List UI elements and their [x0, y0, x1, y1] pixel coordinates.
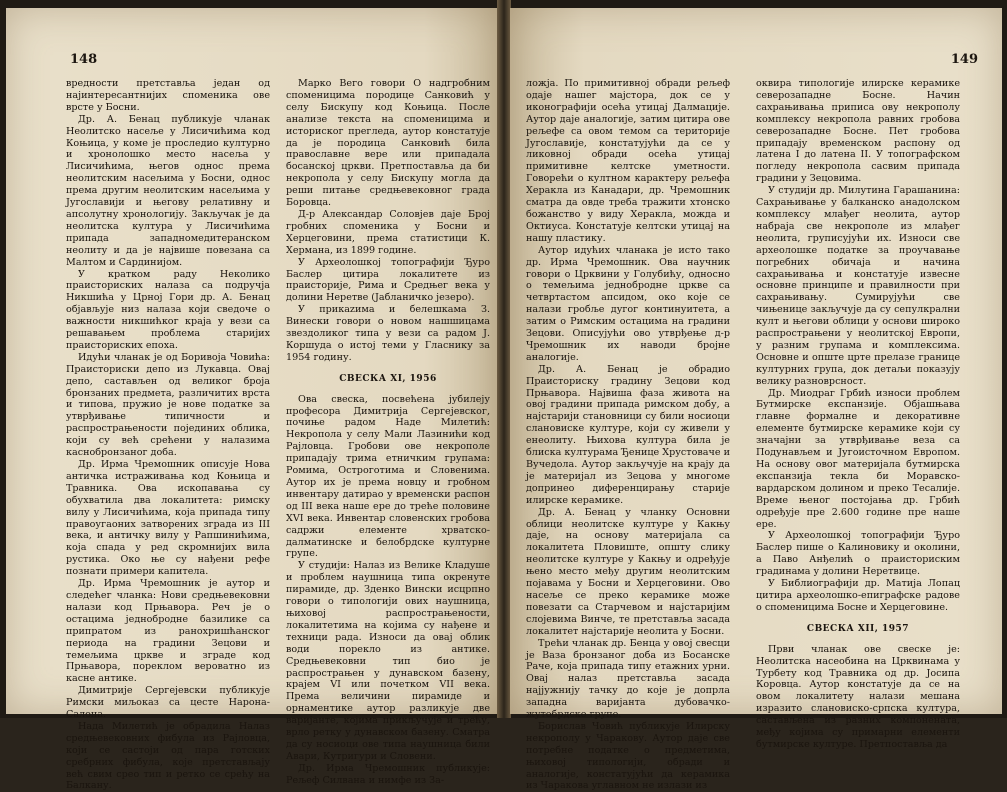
paragraph: У Археолошкој топографији Ђуро Баслер пише о Калиновику и околини, а Паво Анђелић о праисториским градинама у долини Неретвице. [756, 530, 960, 578]
paragraph: Борислав Човић публикује Илирску некрополу у Чаракову. Аутор даје све потребне податке о предметима, њиховој типологији, обради и аналогије, констатујући да керамика из Чаракова углавном не излази из [526, 720, 730, 792]
right-column-2 [756, 78, 960, 751]
paragraph: Др. Ирма Чремошник публикује: Рељеф Силвана и нимфе из За- [286, 762, 490, 786]
paragraph: Први чланак ове свеске је: Неолитска насеобина на Црквинама у Турбету код Травника од др. Јосипа Коровца. Аутор констатује да се на овом локалитету налази мешана изразито слановиско-српска култура, састављена из разних компонената, међу којима су примарни елементи бутмирске културе. Претпоставља да [756, 643, 960, 750]
paragraph: У прикazима и белешкама З. Винески говори о новом нашшицама звездоликог типа у вези са радом Ј. Коршуда о истој теми у Гласнику за 1954 годину. [286, 304, 490, 363]
paragraph: У студији: Налаз из Велике Кладуше и проблем наушница типа окренуте пирамиде, др. Зденко Вински исцрпно говори о типологији ових наушница, њиховој распрострањености, локалитетима на којима су нађене и техници рада. Износи да овај облик води порекло из антике. Средњевековни тип био је распрострањен у дунавском базену, крајем VI или почетком VII века. Према величини пирамиде и орнаментике аутор разликује две варијанте, којима прикључује и трећу, врло ретку у дунавском базену. Сматра да су носиоци ове типа наушница били Авари, Кутригури и Словени. [286, 560, 490, 762]
paragraph: Др. Ирма Чремошник је аутор и следећег чланка: Нови средњевековни налази код Прњавора. Реч је о остацима једнобродне базилике са припратом из ранохришћанског периода на градини Зецови и темељима цркве и зграде код Прњавора, пореклом вероватно из касне антике. [66, 578, 270, 685]
paragraph: Димитрије Сергејевски публикује Римски миљоказ са цесте Нарона-Салона. [66, 685, 270, 721]
paragraph: У студији др. Милутина Гарашанина: Сахрањивање у балканско анадолском комплексу млађег неолита, аутор набраја све некрополе из млађег неолита, груписујући их. Износи све археолошке податке за проучавање погребних обичаја и начина сахрањивања и констатује извесне основне принципе и правилности при сахрањивању. Сумирујући све чињенице закључује да су сепулкрални култ и његови облици у основи широко распрострањени у неолитској Европи, у разним групама и комплексима. Основне и опште црте прелазе границе културних група, док детаљи показују велику разноврсност. [756, 185, 960, 387]
paragraph: Трећи чланак др. Бенца у овој свесци је Ваза бронзаног доба из Босанске Раче, која припада типу етажних урни. Овај налаз претставља засада најјужнију тачку до које је допрла западна варијанта дубовачко-жутобрдске групе. [526, 637, 730, 721]
right-page [510, 8, 1002, 792]
left-column-1 [66, 78, 270, 792]
paragraph: У кратком раду Неколико праисториских налаза са подручја Никшића у Црној Гори др. А. Бенац објављује низ налаза који сведоче о важности никшићког краја у вези са решавањем проблема старијих праисториских епоха. [66, 268, 270, 351]
issue-heading: СВЕСКА XII, 1957 [806, 623, 910, 634]
paragraph: оквира типологије илирске керамике северозападне Босне. Начин сахрањивања приписа ову некрополу комплексу некропола равних гробова северозападне Босне. Пет гробова припадају временском распону од латена I до латена II. У топографском погледу некропола сасвим припада градини у Зецовима. [756, 78, 960, 185]
book-gutter [497, 0, 511, 718]
paragraph: У Археолошкој топографији Ђуро Баслер цитира локалитете из праисторије, Рима и Средњег века у долини Неретве (Јабланичко језеро). [286, 256, 490, 304]
paragraph: Аутор идућих чланака је исто тако др. Ирма Чремошник. Ова научник говори о Црквини у Голубићу, односно о темељима једнобродне цркве са четвртастом апсидом, око које се налази гробље дугог континуитета, а затим о Римским остацима на градини Зецови. Описујући ово утврђење д-р Чремошник их наводи бројне аналогије. [526, 244, 730, 363]
issue-heading: СВЕСКА XI, 1956 [339, 373, 437, 384]
paragraph: Др. Миодраг Грбић износи проблем Бутмирске експанзије. Објашњава главне формалне и декоративне елементе бутмирске керамике који су значајни за утврђивање веза са Подунављем и Југоисточном Европом. На основу овог материјала бутмирска експанзија текла би Моравско-вардарском долином и преко Тесалије. Време њеног постојања др. Грбић одређује пре 2.600 године пре наше ере. [756, 387, 960, 530]
paragraph: Нада Милетић је обрадила Налаз средњевековних фибула из Рајловца, који се састоји од пара готских сребрних фибула, које претстављају већ свим срео тип и ретко се срећу на Балкану. [66, 720, 270, 792]
paragraph: Д-р Александар Соловјев даје Број гробних споменика у Босни и Херцеговини, према статистици К. Хермана, из 1899 године. [286, 208, 490, 256]
paragraph: Др. А. Бенац публикује чланак Неолитско насеље у Лисичићима код Коњица, у коме је проследио културно и хронолошко место насеља у Лисичићима, његов однос према неолитским насељима у Босни, однос према другим неолитским насељима у Југославији и његову релативну и апсолутну хронологију. Закључак је да неолитска култура у Лисичићима припада западномедитеранском неолиту и да је највише повезана са Малтом и Сардинијом. [66, 113, 270, 268]
right-page-number: 149 [950, 52, 978, 67]
right-column-1 [526, 78, 730, 792]
paragraph: вредности претстављa један од најинтересантнијих споменика ове врсте у Босни. [66, 78, 270, 113]
paragraph: Др. А. Бенац у чланку Основни облици неолитске културе у Какњу даје, на основу материјала са локалитета Пловиште, општу слику неолитске културе у Какњу и одређује њено место међу другим неолитским појавама у Босни и Херцеговини. Ово насеље се преко керамике може повезати са Старчевом и најстаријим слојевима Винче, те претставља засада локалитет најстарије неолита у Босни. [526, 506, 730, 637]
paragraph: Др. Ирма Чремошник описује Нова античка истраживања код Коњица и Травника. Ова ископавања су обухватила два локалитета: римску вилу у Лисичићима, која припада типу правоугаоних затворених зграда из III века, и античку вилу у Рапшинићима, која спада у ред скромнијих вила рустика. Око ње су нађени рефе познати примери капитела. [66, 459, 270, 578]
paragraph: У Библиографији др. Матија Лопац цитира археолошко-епиграфске радове о споменицима Босне и Херцеговине. [756, 578, 960, 613]
left-page-number: 148 [70, 52, 98, 67]
paragraph: Марко Вего говори О надгробним споменицима породице Санковић у селу Бискупу код Коњица. После анализе текста на споменицима и историског прегледа, аутор констатује да је породица Санковић била православне вере или припадала босанској цркви. Претпоставља да би некропола у селу Бискупу могла да реши питање средњевековног града Боровца. [286, 78, 490, 209]
left-page [6, 8, 498, 792]
paragraph: ложја. По примитивној обради рељеф одаје нашег мајстора, док се у иконографији осећа утицај Далмације. Аутор даје аналогије, затим цитира ове рељефе са овом темом са територије Југославије, констатујући да се у ликовној обради осећа утицај примитивне келтске уметности. Говорећи о култном карактеру рељефа Херакла из Канадари, др. Чремошник сматра да овде треба тражити хтонско божанство у виду Херакла, можда и Октиуса. Констатује келтски утицај на нашу пластику. [526, 78, 730, 244]
paragraph: Ова свеска, посвећена јубилеју професора Димитрија Сергејевског, почиње радом Наде Милетић: Некропола у селу Мали Лазинићи код Рајловца. Гробови ове некрополе припадају трима етничким групама: Ромима, Остроготима и Словенима. Аутор их је према новцу и гробном инвентару датирао у временски распон од III века наше ере до треће половине XVI века. Инвентар словенских гробова садржи елементе хрватско-далматинске и белобрдске културне групе. [286, 393, 490, 560]
paragraph: Идући чланак је од Боривоја Човића: Праисториски депо из Лукавца. Овај депо, састављен од великог броја бронзаних предмета, различитих врста и типова, пружио је нове податке за утврђивање типичности и распрострањености појединих облика, који су већ срећени у налазима каснобронзаног доба. [66, 351, 270, 459]
left-column-2 [286, 78, 490, 787]
paragraph: Др. А. Бенац је обрадио Праисториску градину Зецови код Прњавора. Највиша фаза живота на овој градини припада римском добу, а најстарији становници су били носиоци слановиске културе, који су живели у енеолиту. Њихова култура била је блиска културама Ђенице Хрустоваче и Вучедола. Аутор закључује на крају да је материјал из Зецова у многоме допринео диференцирању старије илирске керамике. [526, 363, 730, 506]
